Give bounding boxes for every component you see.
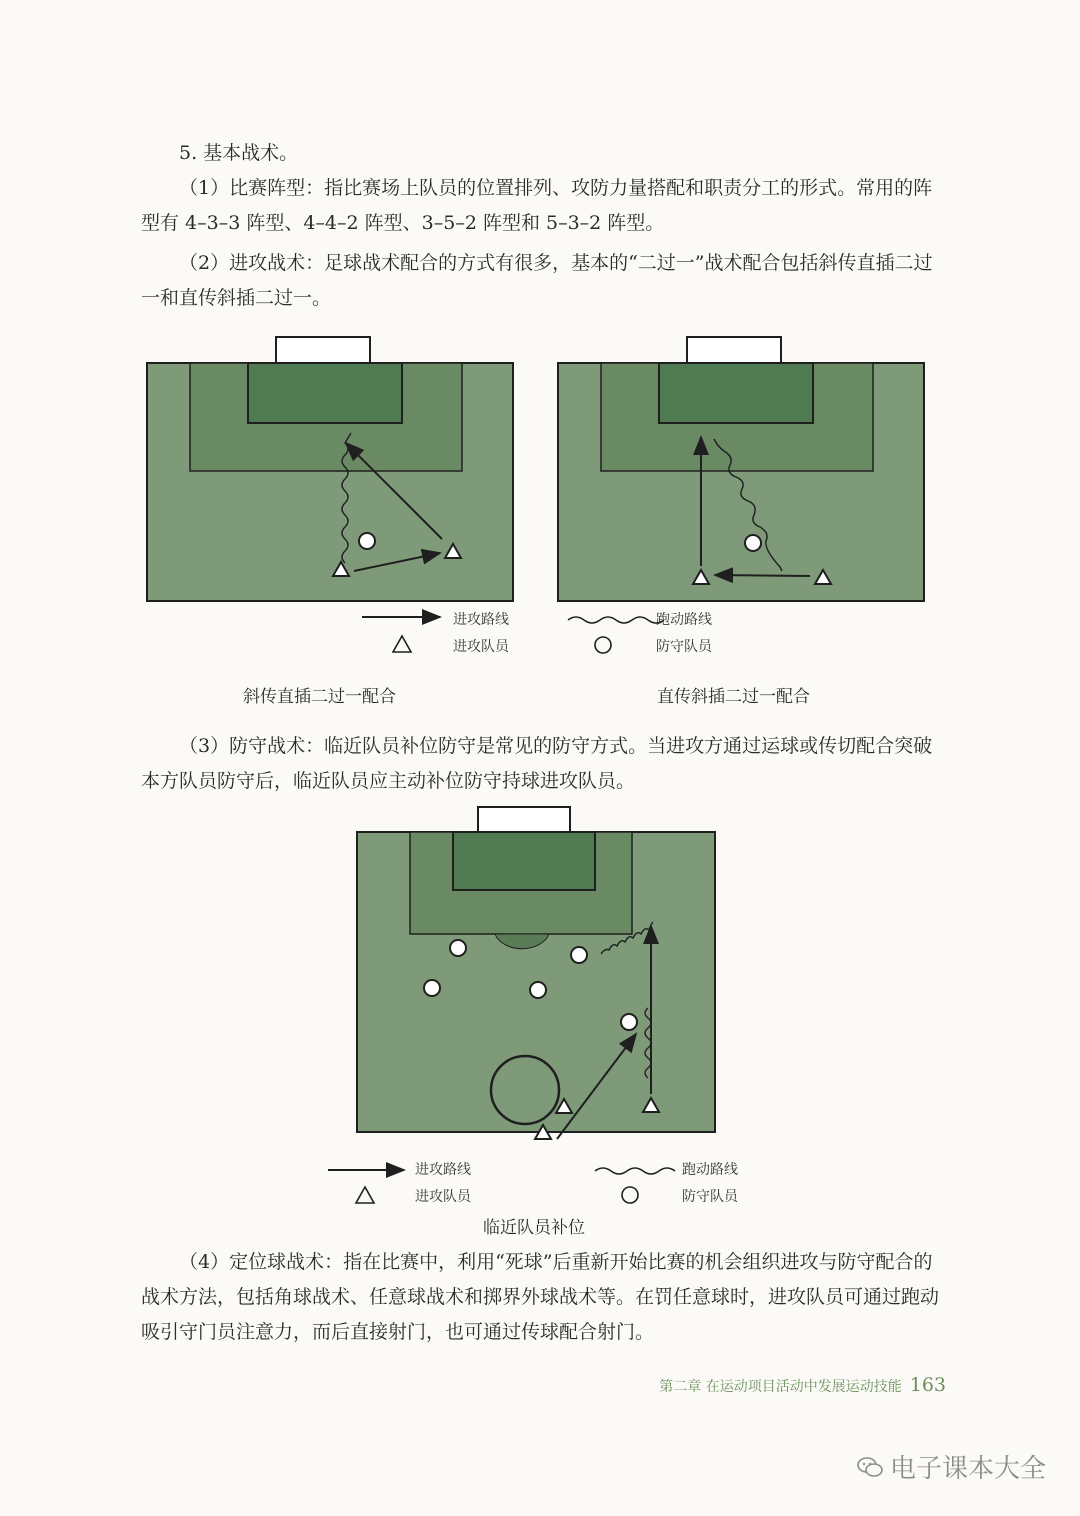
legend-defense (328, 1168, 675, 1203)
legend2-attacker-label: 进攻队员 (415, 1189, 471, 1205)
figure-caption-defense: 临近队员补位 (483, 1218, 585, 1238)
legend-attack-route-label: 进攻路线 (453, 612, 509, 628)
field-diagram-left (147, 337, 513, 601)
paragraph-attack: （2）进攻战术：足球战术配合的方式有很多，基本的“二过一”战术配合包括斜传直插二过一和直传斜插二过一。 (141, 252, 933, 309)
defender-circle (424, 980, 440, 996)
legend-defender-label: 防守队员 (656, 639, 712, 655)
page-number: 163 (909, 1374, 946, 1396)
legend-wave-icon (568, 617, 664, 623)
paragraph-set-piece: （4）定位球战术：指在比赛中，利用“死球”后重新开始比赛的机会组织进攻与防守配合的战术方法，包括角球战术、任意球战术和掷界外球战术等。在罚任意球时，进攻队员可通过跑动吸引守门员注意力，而后直接射门，也可通过传球配合射门。 (141, 1251, 940, 1343)
legend-triangle-icon (393, 636, 411, 652)
legend2-defender-label: 防守队员 (682, 1189, 738, 1205)
defender-circle (359, 533, 375, 549)
defender-circle (571, 947, 587, 963)
defender-circle (450, 940, 466, 956)
paragraph-defense: （3）防守战术：临近队员补位防守是常见的防守方式。当进攻方通过运球或传切配合突破本方队员防守后，临近队员应主动补位防守持球进攻队员。 (141, 735, 933, 792)
chapter-title: 第二章 在运动项目活动中发展运动技能 (659, 1379, 902, 1395)
attack-route-arrow (715, 575, 810, 576)
defender-circle (621, 1014, 637, 1030)
field-diagram-defense (357, 807, 715, 1139)
watermark-text: 电子课本大全 (889, 1454, 1046, 1484)
wechat-icon (856, 1455, 884, 1479)
section-heading: 5. 基本战术。 (179, 142, 299, 164)
legend-circle-icon (595, 637, 611, 653)
legend2-run-route-label: 跑动路线 (682, 1162, 738, 1178)
paragraph-formation: （1）比赛阵型：指比赛场上队员的位置排列、攻防力量搭配和职责分工的形式。常用的阵型有 4–3–3 阵型、4–4–2 阵型、3–5–2 阵型和 5–3–2 阵型。 (141, 177, 933, 234)
legend-run-route-label: 跑动路线 (656, 612, 712, 628)
figure-caption-left: 斜传直插二过一配合 (243, 687, 396, 707)
legend-triangle-icon (356, 1187, 374, 1203)
legend-wave-icon (595, 1168, 675, 1174)
legend2-attack-route-label: 进攻路线 (415, 1162, 471, 1178)
legend (362, 617, 664, 653)
figure-attack-tactics (140, 325, 940, 685)
figure-caption-right: 直传斜插二过一配合 (657, 687, 810, 707)
defender-circle (745, 535, 761, 551)
watermark (856, 1448, 1046, 1485)
defender-circle (530, 982, 546, 998)
legend-attacker-label: 进攻队员 (453, 639, 509, 655)
legend-circle-icon (622, 1187, 638, 1203)
field-diagram-right (558, 337, 924, 601)
page-footer (659, 1374, 946, 1396)
